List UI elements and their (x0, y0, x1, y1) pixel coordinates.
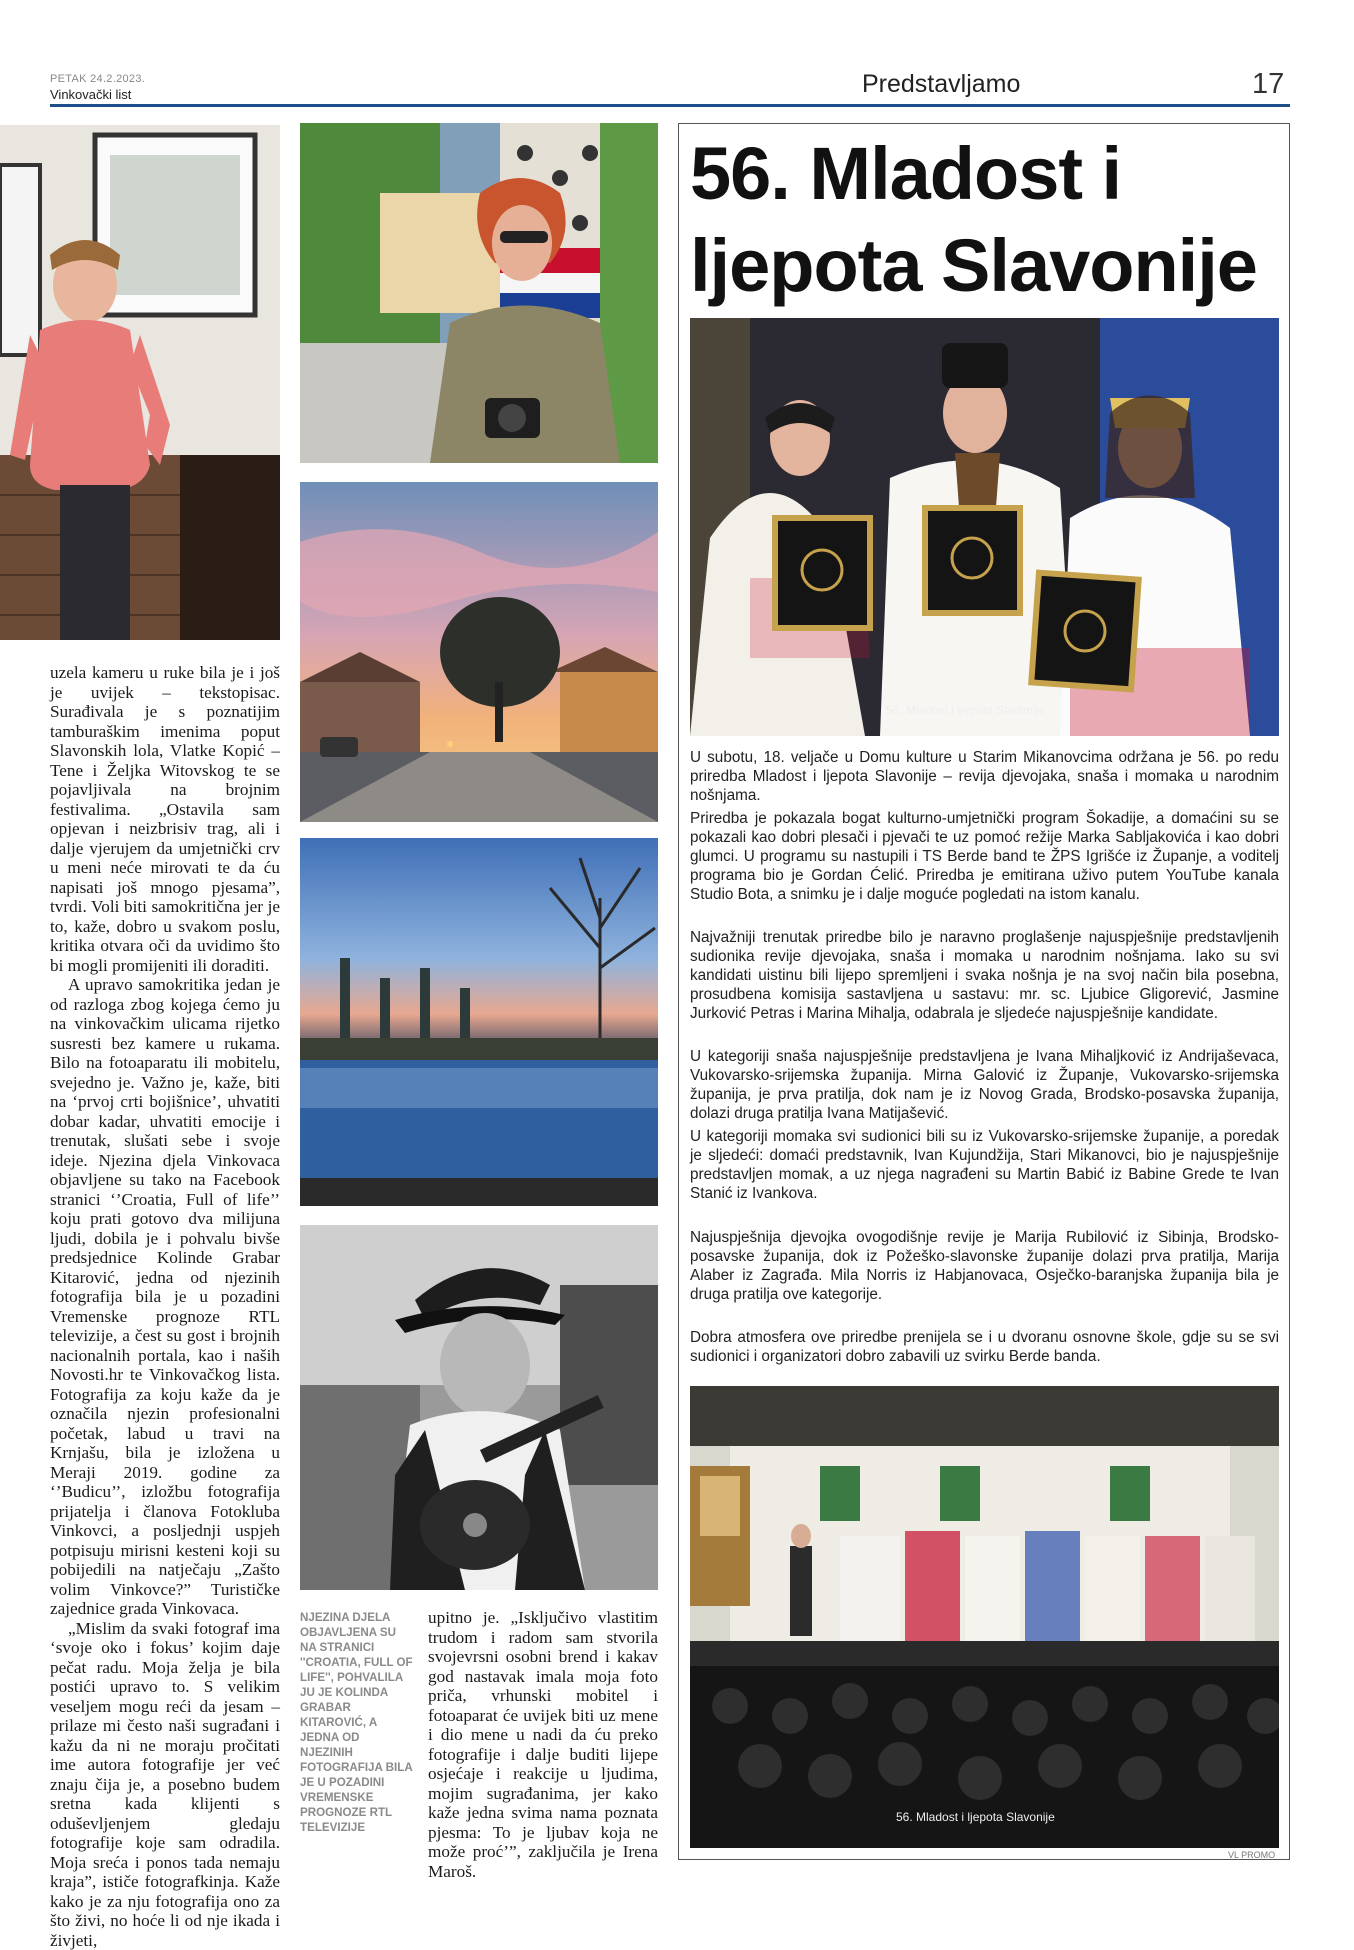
photo-caption-note: NJEZINA DJELA OBJAVLJENA SU NA STRANICI ''CROATIA, FULL OF LIFE'', POHVALILA JU JE KOLINDA GRABAR KITAROVIĆ, A JEDNA OD NJEZINIH FOTOGRAFIJA BILA JE U POZADINI VREMENSKE PROGNOZE RTL TELEVIZIJE (300, 1610, 415, 1835)
article-body-1 (690, 748, 1279, 904)
article-paragraph-4: U kategoriji snaša najuspješnije predstavljena je Ivana Mihaljković iz Andrijaševaca, Vukovarsko-srijemska županija. Mirna Galović iz Županje, Vukovarsko-srijemska županija, je prva pratilja, dok nam je iz Novog Grada, Brodsko-posavska županija, dolazi druga pratilja Ivana Matijašević. (690, 1047, 1279, 1123)
photo-woman-with-camera (300, 123, 658, 463)
article-paragraph-7: Dobra atmosfera ove priredbe prenijela se i u dvoranu osnovne škole, gdje su se svi sudionici i organizatori dobro zabavili uz svirku Berde banda. (690, 1328, 1279, 1366)
article-paragraph-1: U subotu, 18. veljače u Domu kulture u Starim Mikanovcima održana je 56. po redu priredba Mladost i ljepota Slavonije – revija djevojaka, snaša i momaka u narodnim nošnjama. (690, 748, 1279, 805)
article-title (690, 128, 1290, 312)
photo-watermark-2: 56. Mladost i ljepota Slavonije (896, 1810, 1055, 1824)
article-body-5 (690, 1328, 1279, 1366)
photo-watermark-1: 56. Mladost i ljepota Slavonije (886, 703, 1045, 717)
left-paragraph-2: A upravo samokritika jedan je od razloga zbog kojega ćemo ju na vinkovačkim ulicama rijetko susresti bez kamere u rukama. Bilo na fotoaparatu ili mobitelu, svejedno je. Važno je, kaže, biti na ‘prvoj crti bojišnice’, uhvatiti dobar kadar, uhvatiti emocije i trenutak, slušati sebe i svoje ideje. Njezina djela Vinkovaca objavljene su tako na Facebook stranici ‘’Croatia, Full of life’’ koju prati gotovo dva milijuna ljudi, dobila je i pohvalu bivše predsjednice Kolinde Grabar Kitarović, jedna od njezinih fotografija bila je u pozadini Vremenske prognoze RTL televizije, a čest su gost i brojnih nacionalnih portala, kao i naših Novosti.hr te Vinkovačkog lista. Fotografija za koju kaže da je označila njezin profesionalni početak, labud u travi na Krnjašu, bila je izložena u Meraji 2019. godine za ‘’Budicu’’, izložbu fotografija prijatelja i članova Fotokluba Vinkovci, a posljednji uspjeh potpisuju mirisni kesteni koji su pobijedili na natječaju „Zašto volim Vinkovce?” Turističke zajednice grada Vinkovaca. (50, 975, 280, 1619)
middle-column-text (428, 1608, 658, 1881)
article-paragraph-5: U kategoriji momaka svi sudionici bili su iz Vukovarsko-srijemske županije, a poredak je sljedeći: domaći predstavnik, Ivan Kujundžija, Stari Mikanovci, bio je najuspješnije predstavljen momak, a uz njega nagrađeni su Martin Babić iz Babine Grede te Ivan Stanić iz Ivankova. (690, 1127, 1279, 1203)
photo-tamburica-player (300, 1225, 658, 1590)
page-number: 17 (1252, 68, 1284, 101)
photo-sunset-street (300, 482, 658, 822)
photo-stage-group (690, 1386, 1279, 1848)
header-rule (50, 104, 1290, 107)
left-column-text (50, 663, 280, 1950)
left-paragraph-3: „Mislim da svaki fotograf ima ‘svoje oko i fokus’ kojim daje pečat radu. Moja želja je bila postići upravo to. S velikim veseljem mogu reći da jesam – prilaze mi često naši sugrađani i kažu da ni ne moraju pročitati ime autora fotografije jer već znaju čija je, a posebno budem sretna kada klijenti s oduševljenjem gledaju fotografije koje sam odradila. Moja sreća i ponos tada nemaju kraja”, ističe fotografkinja. Kaže kako je za nju fotografija ono za što živi, no hoće li od nje ikada i živjeti, (50, 1619, 280, 1950)
section-title: Predstavljamo (862, 70, 1020, 99)
newspaper-name: Vinkovački list (50, 87, 131, 102)
article-paragraph-2: Priredba je pokazala bogat kulturno-umjetnički program Šokadije, a domaćini su se pokazali kao dobri plesači i pjevači te uz pomoć režije Marka Sabljakovića i kao dobri glumci. U programu su nastupili i TS Berde band te ŽPS Igrišće iz Županje, a voditelj programa bio je Gordan Ćelić. Priredba je emitirana uživo putem YouTube kanala Studio Bota, a snimku je i dalje moguće pogledati na istom kanalu. (690, 809, 1279, 904)
photo-river-dusk (300, 838, 658, 1206)
article-body-2 (690, 928, 1279, 1023)
photo-credit: VL PROMO (1228, 1850, 1275, 1860)
article-paragraph-6: Najuspješnija djevojka ovogodišnje revije je Marija Rubilović iz Sibinja, Brodsko-posavske županija, dok iz Požeško-slavonske županije dolazi prva pratilja, Marija Alaber iz Zagrađa. Mila Norris iz Habjanovaca, Osječko-baranjska županija bila je druga pratilja ove kategorije. (690, 1228, 1279, 1304)
middle-paragraph: upitno je. „Isključivo vlastitim trudom i radom sam stvorila svojevrsni osobni brend i kakav god nastavak imala moja foto priča, vrhunski mobitel i fotoaparat će uvijek biti uz mene i dio mene u nadi da ću preko fotografije i dalje buditi lijepe osjećaje i reakcije u ljudima, mojim sugrađanima, jer kako kaže jedna svima nama poznata pjesma: To je ljubav koja ne može proć’”, zaključila je Irena Maroš. (428, 1608, 658, 1881)
article-title-line-1: 56. Mladost i (690, 128, 1290, 220)
issue-date: PETAK 24.2.2023. (50, 73, 145, 85)
portrait-photo-man (0, 125, 280, 640)
article-title-line-2: ljepota Slavonije (690, 220, 1290, 312)
article-paragraph-3: Najvažniji trenutak priredbe bilo je naravno proglašenje najuspješnije predstavljenih sudionika revije djevojaka, snaša i momaka u narodnim nošnjama. Iako su svi kandidati uistinu bili lijepo spremljeni i svaka nošnja je na svoj način bila posebna, prosudbena komisija sastavljena u sastavu: mr. sc. Ljubice Gligorević, Jasmine Jurković Petras i Marina Mihalja, odabrala je sljedeće najuspješnije kandidate. (690, 928, 1279, 1023)
left-paragraph-1: uzela kameru u ruke bila je i još je uvijek – tekstopisac. Surađivala je s poznatijim tamburaškim imenima poput Slavonskih lola, Vlatke Kopić – Tene i Željka Witovskog te se pojavljivala na brojnim festivalima. „Ostavila sam opjevan i neizbrisiv trag, ali i dalje vjerujem da umjetnički crv u meni neće mirovati te da ću napisati još mnogo pjesama”, tvrdi. Voli biti samokritična jer je to, kaže, dobro u svakom poslu, kritika otvara oči da uvidimo što bi mogli promijeniti ili doraditi. (50, 663, 280, 975)
article-body-4 (690, 1228, 1279, 1304)
photo-winners-folk-costumes (690, 318, 1279, 736)
article-body-3 (690, 1047, 1279, 1203)
